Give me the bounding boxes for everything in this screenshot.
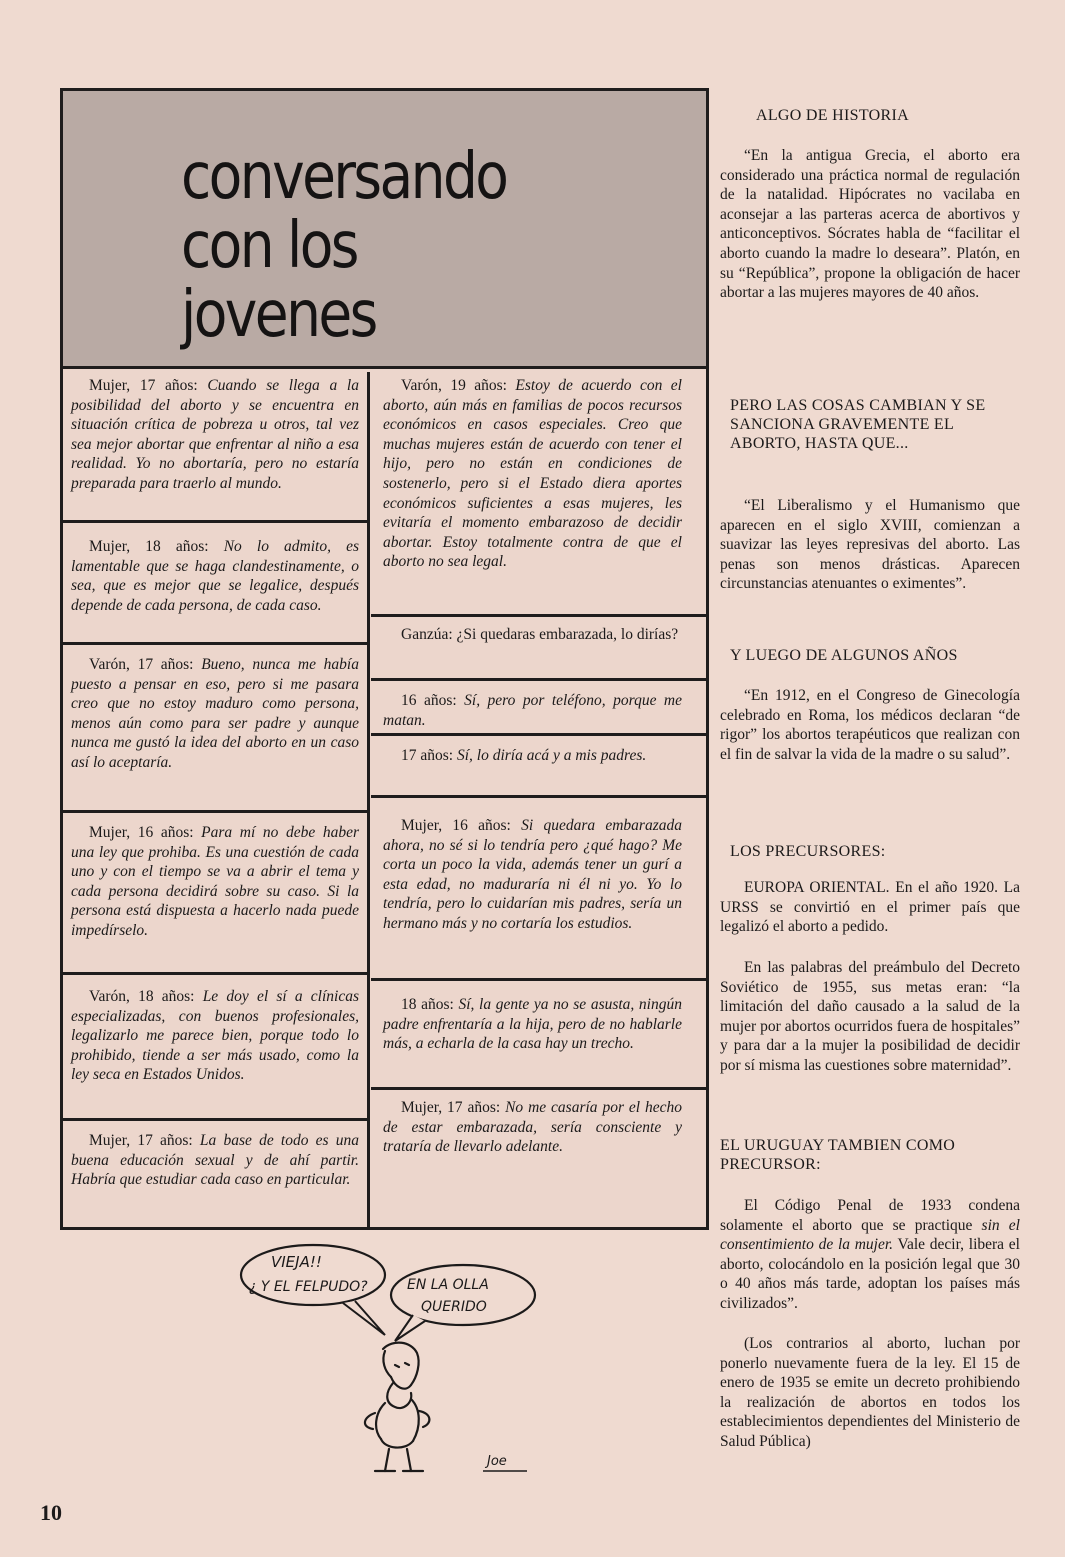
question-ganzua: Ganzúa: ¿Si quedaras embarazada, lo dirías? xyxy=(371,617,706,681)
heading-algo-de-historia: ALGO DE HISTORIA xyxy=(756,107,909,124)
heading-algunos-anos: Y LUEGO DE ALGUNOS AÑOS xyxy=(730,647,958,664)
page-number: 10 xyxy=(40,1500,62,1525)
quote-mujer-16-b: Mujer, 16 años: Si quedara embarazada ahora, no sé si lo tendría pero ¿qué hago? Me corta un poco la vida, además tener un gurí a esta edad, no maduraría ni él ni yo. Yo lo tendría, pero lo cuidarían mis padres, sería un hermano más y no cortaría los estudios. xyxy=(371,798,706,981)
bubble-2-line-2: QUERIDO xyxy=(421,1299,487,1315)
quote-varon-19: Varón, 19 años: Estoy de acuerdo con el aborto, aún más en familias de pocos recursos económicos en casos especiales. Creo que muchas mujeres están de acuerdo con tener el hijo, pero no están en condiciones de sostenerlo, pero si el Estado diera aportes económicos suficientes a esas mujeres, les evitaría el momento embarazoso de decidir abortar. Estoy totalmente contra de que el aborto no sea legal. xyxy=(371,372,706,617)
man-figure xyxy=(365,1343,429,1471)
cartoon-signature: Joe xyxy=(487,1454,507,1469)
paragraph-decreto-sovietico: En las palabras del preámbulo del Decreto Soviético de 1955, sus metas eran: “la limitación del daño causado a la salud de la mujer por abortos ocurridos fuera de hospitales” y para dar a la mujer la posibilidad de decidir por sí misma las cuestiones sobre maternidad”. xyxy=(720,959,1020,1074)
heading-cosas-cambian: PERO LAS COSAS CAMBIAN Y SE SANCIONA GRAVEMENTE EL ABORTO, HASTA QUE... xyxy=(730,397,986,452)
paragraph-grecia: “En la antigua Grecia, el aborto era considerado una práctica normal de regulación de la natalidad. Hipócrates no vacilaba en aconsejar a las parteras acerca de abortivos y anticonceptivos. Sócrates habla de “facilitar el aborto cuando la madre lo deseara”. Platón, en su “República”, propone la obligación de hacer abortar a las mujeres mayores de 40 años. xyxy=(720,147,1020,302)
quote-mujer-18: Mujer, 18 años: No lo admito, es lamentable que se haga clandestinamente, o sea, que es mejor que se legalice, después depende de cada persona, de cada caso. xyxy=(63,523,367,645)
bubble-2-line-1: EN LA OLLA xyxy=(407,1277,489,1293)
column-divider xyxy=(367,372,370,1227)
answer-18: 18 años: Sí, la gente ya no se asusta, ningún padre enfrentaría a la hija, pero de no hablarle más, a echarla de la casa hay un trecho. xyxy=(371,981,706,1090)
quote-varon-17: Varón, 17 años: Bueno, nunca me había puesto a pensar en eso, pero si me pasara creo que no estoy maduro como persona, menos aún como para ser padre y aunque nunca me gustó la idea del aborto en un caso así lo aceptaría. xyxy=(63,645,367,813)
bubble-1-line-1: VIEJA!! xyxy=(271,1253,322,1271)
quote-mujer-16-a: Mujer, 16 años: Para mí no debe haber una ley que prohiba. Es una cuestión de cada uno y con el tiempo se va a abrir el tema y cada persona decidirá sobre su caso. Si la persona está dispuesta a hacerlo nada puede impedírselo. xyxy=(63,813,367,975)
quote-varon-18: Varón, 18 años: Le doy el sí a clínicas especializadas, con buenos profesionales, legalizarlo me parece bien, porque todo lo prohibido, tiende a ser más usado, como la ley seca en Estados Unidos. xyxy=(63,975,367,1121)
paragraph-contrarios: (Los contrarios al aborto, luchan por ponerlo nuevamente fuera de la ley. El 15 de enero de 1935 se emite un decreto prohibiendo la realización de abortos en todos los establecimientos dependientes del Ministerio de Salud Pública) xyxy=(720,1335,1020,1450)
title-line-1: conversando xyxy=(181,140,507,214)
paragraph-codigo-penal: El Código Penal de 1933 condena solamente el aborto que se practique sin el consentimiento de la mujer. Vale decir, libera el aborto, colocándolo en la posición legal que 30 o 40 años más tarde, adoptan los países más civilizados”. xyxy=(720,1197,1020,1312)
article-title xyxy=(181,140,542,352)
answer-16: 16 años: Sí, pero por teléfono, porque me matan. xyxy=(371,681,706,736)
cartoon-illustration xyxy=(235,1243,555,1483)
paragraph-europa-oriental: EUROPA ORIENTAL. En el año 1920. La URSS se convirtió en el primer país que legalizó el aborto a pedido. xyxy=(720,879,1020,936)
interview-article xyxy=(60,88,709,1230)
quote-mujer-17-a: Mujer, 17 años: Cuando se llega a la posibilidad del aborto y se encuentra en situación crítica de pobreza u otros, tal vez sea mejor abortar que enfrentar al niño a esa realidad. Yo no abortaría, pero no estaría preparada para traerlo al mundo. xyxy=(63,372,367,523)
heading-uruguay: EL URUGUAY TAMBIEN COMO PRECURSOR: xyxy=(720,1137,956,1173)
paragraph-liberalismo: “El Liberalismo y el Humanismo que aparecen en el siglo XVIII, comienzan a suavizar las leyes represivas del aborto. Las penas son menos drásticas. Aparecen circunstancias atenuantes o eximentes”. xyxy=(720,497,1020,593)
quote-mujer-17-c: Mujer, 17 años: No me casaría por el hecho de estar embarazada, sería consciente y trataría de llevarlo adelante. xyxy=(383,1099,682,1156)
article-title-box xyxy=(63,91,706,369)
bubble-1-line-2: ¿ Y EL FELPUDO? xyxy=(249,1279,368,1295)
quote-mujer-17-b: Mujer, 17 años: La base de todo es una buena educación sexual y de ahí partir. Habría que estudiar cada caso en particular. xyxy=(71,1132,359,1189)
title-line-2: con los xyxy=(181,209,357,283)
heading-precursores: LOS PRECURSORES: xyxy=(730,843,886,860)
title-line-3: jovenes xyxy=(181,278,376,352)
paragraph-1912: “En 1912, en el Congreso de Ginecología celebrado en Roma, los médicos declaran “de rigor” los abortos terapéuticos que realizan con el fin de salvar la vida de la madre o su salud”. xyxy=(720,687,1020,763)
answer-17: 17 años: Sí, lo diría acá y a mis padres. xyxy=(371,736,706,798)
